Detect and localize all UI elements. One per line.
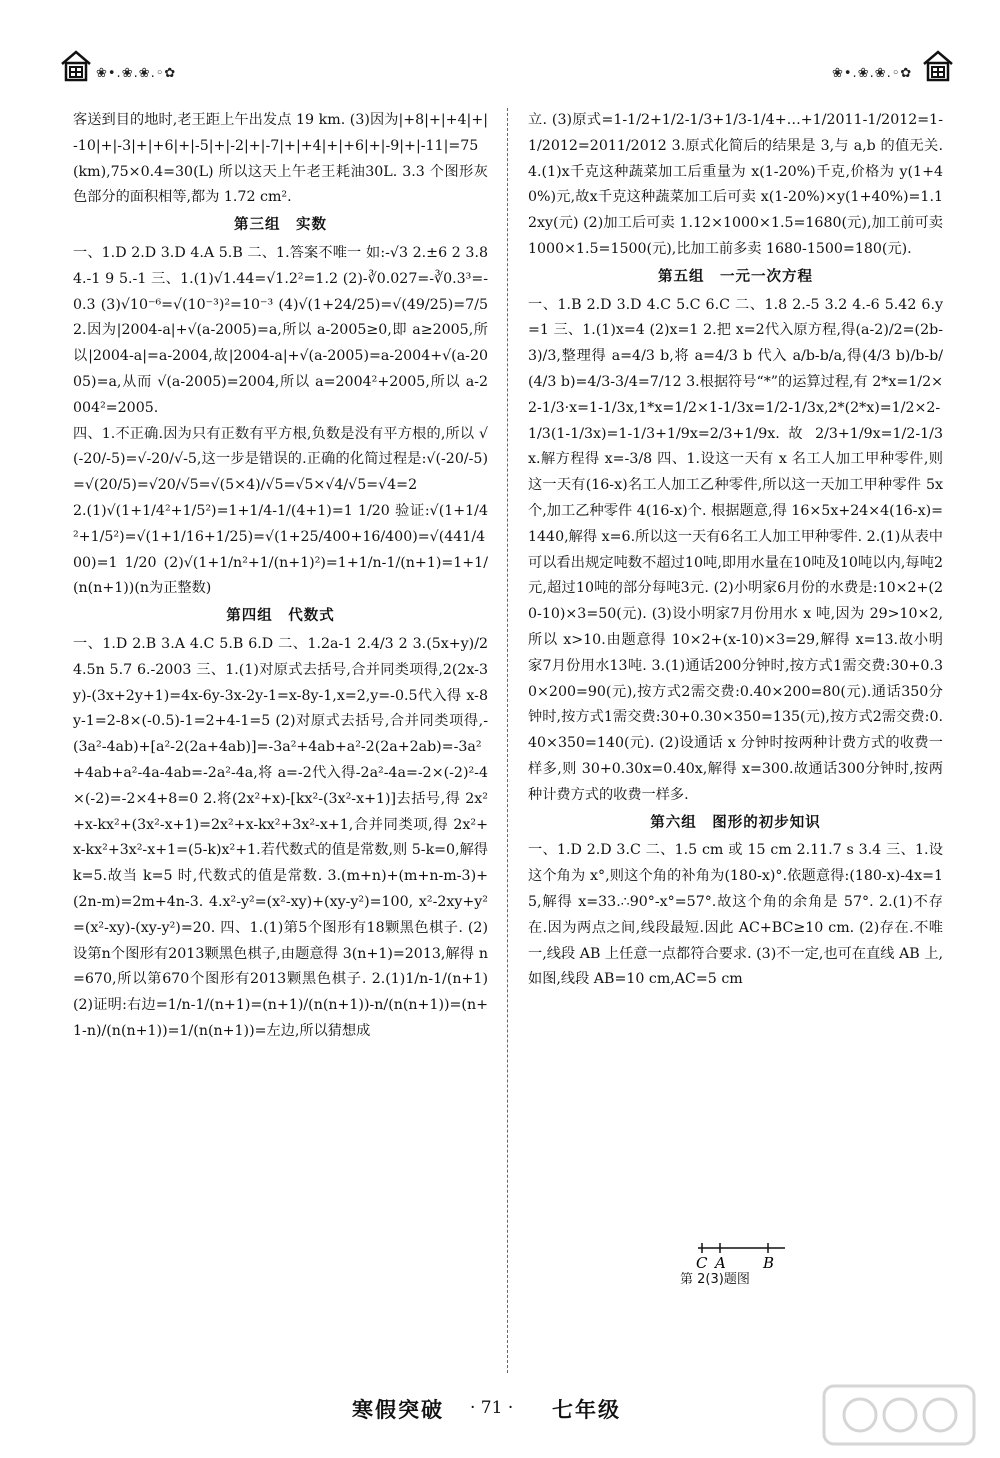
answer-paragraph: 一、1.D 2.D 3.C 二、1.5 cm 或 15 cm 2.11.7 s 3.4 三、1.设这个角为 x°,则这个角的补角为(180-x)°.依题意得:(180-x)-4x=15,解得 x=33.∴90°-x°=57°.故这个角的余角是 57°. 2.(1)不存在.因为两点之间,线段最短.因此 AC+BC≥10 cm. (2)存在.不唯一,线段 AB 上任意一点都符合要求. (3)不一定,也可在直线 AB 上,如图,线段 AB=10 cm,AC=5 cm	[528, 842, 943, 988]
section-heading: 第五组 一元一次方程	[658, 268, 813, 285]
section-heading: 第四组 代数式	[226, 608, 335, 625]
figure-caption: 第 2(3)题图	[680, 1272, 750, 1287]
page-number: · 71 ·	[470, 1398, 514, 1418]
watermark-logo	[820, 1380, 980, 1450]
right-column	[528, 108, 943, 993]
answer-paragraph: 四、1.不正确.因为只有正数有平方根,负数是没有平方根的,所以 √(-20/-5)=√-20/√-5,这一步是错误的.正确的化简过程是:√(-20/-5)=√(20/5)=√20/√5=√(5×4)/√5=√5×√4/√5=√4=2	[73, 425, 488, 494]
header-decoration-left: ❀•.❀.❀.◦✿	[96, 66, 177, 81]
point-b-label: B	[763, 1254, 775, 1272]
answer-paragraph: 客送到目的地时,老王距上午出发点 19 km. (3)因为|+8|+|+4|+|-10|+|-3|+|+6|+|-5|+|-2|+|-7|+|+4|+|+6|+|-9|+|-11|=75(km),75×0.4=30(L) 所以这天上午老王耗油30L. 3.3 个图形灰色部分的面积相等,都为 1.72 cm².	[73, 112, 488, 206]
house-icon	[58, 48, 94, 84]
page-header	[0, 0, 1000, 100]
section-heading: 第六组 图形的初步知识	[650, 814, 821, 831]
book-title: 寒假突破	[352, 1398, 444, 1422]
house-icon	[920, 48, 956, 84]
column-divider	[507, 108, 509, 1373]
answer-paragraph: 一、1.D 2.B 3.A 4.C 5.B 6.D 二、1.2a-1 2.4/3 2 3.(5x+y)/2 4.5n 5.7 6.-2003 三、1.(1)对原式去括号,合并同类项得,2(2x-3y)-(3x+2y+1)=4x-6y-3x-2y-1=x-8y-1,x=2,y=-0.5代入得 x-8y-1=2-8×(-0.5)-1=2+4-1=5 (2)对原式去括号,合并同类项得,-(3a²-4ab)+[a²-2(2a+4ab)]=-3a²+4ab+a²-2(2a+2ab)=-3a²+4ab+a²-4a-4ab=-2a²-4a,将 a=-2代入得-2a²-4a=-2×(-2)²-4×(-2)=-2×4+8=0 2.将(2x²+x)-[kx²-(3x²-x+1)]去括号,得 2x²+x-kx²+(3x²-x+1)=2x²+x-kx²+3x²-x+1,合并同类项,得 2x²+x-kx²+3x²-x+1=(5-k)x²+1.若代数式的值是常数,则 5-k=0,解得 k=5.故当 k=5 时,代数式的值是常数. 3.(m+n)+(m+n-m-3)+(2n-m)=2m+4n-3. 4.x²-y²=(x²-xy)+(xy-y²)=100, x²-2xy+y²=(x²-xy)-(xy-y²)=20. 四、1.(1)第5个图形有18颗黑色棋子. (2)设第n个图形有2013颗黑色棋子,由题意得 3(n+1)=2013,解得 n=670,所以第670个图形有2013颗黑色棋子. 2.(1)1/n-1/(n+1) (2)证明:右边=1/n-1/(n+1)=(n+1)/(n(n+1))-n/(n(n+1))=(n+1-n)/(n(n+1))=1/(n(n+1))=左边,所以猜想成	[73, 635, 488, 1039]
answer-paragraph: 2.(1)√(1+1/4²+1/5²)=1+1/4-1/(4+1)=1 1/20 验证:√(1+1/4²+1/5²)=√(1+1/16+1/25)=√(1+25/400+16/400)=√(441/400)=1 1/20 (2)√(1+1/n²+1/(n+1)²)=1+1/n-1/(n+1)=1+1/(n(n+1))(n为正整数)	[73, 502, 488, 597]
grade-label: 七年级	[552, 1398, 621, 1422]
answer-paragraph: 一、1.B 2.D 3.D 4.C 5.C 6.C 二、1.8 2.-5 3.2 4.-6 5.42 6.y=1 三、1.(1)x=4 (2)x=1 2.把 x=2代入原方程,得(a-2)/2=(2b-3)/3,整理得 a=4/3 b,将 a=4/3 b 代入 a/b-b/a,得(4/3 b)/b-b/(4/3 b)=4/3-3/4=7/12 3.根据符号“*”的运算过程,有 2*x=1/2×2-1/3·x=1-1/3x,1*x=1/2×1-1/3x=1/2-1/3x,2*(2*x)=1/2×2-1/3(1-1/3x)=1-1/3+1/9x=2/3+1/9x. 故 2/3+1/9x=1/2-1/3x.解方程得 x=-3/8 四、1.设这一天有 x 名工人加工甲种零件,则这一天有(16-x)名工人加工乙种零件,所以这一天加工甲种零件 5x 个,加工乙种零件 4(16-x)个. 根据题意,得 16×5x+24×4(16-x)=1440,解得 x=6.所以这一天有6名工人加工甲种零件. 2.(1)从表中可以看出规定吨数不超过10吨,即用水量在10吨及10吨以内,每吨2元,超过10吨的部分每吨3元. (2)小明家6月份的水费是:10×2+(20-10)×3=50(元). (3)设小明家7月份用水 x 吨,因为 29>10×2,所以 x>10.由题意得 10×2+(x-10)×3=29,解得 x=13.故小明家7月份用水13吨. 3.(1)通话200分钟时,按方式1需交费:30+0.30×200=90(元),按方式2需交费:0.40×200=80(元).通话350分钟时,按方式1需交费:30+0.30×350=135(元),按方式2需交费:0.40×350=140(元). (2)设通话 x 分钟时按两种计费方式的收费一样多,则 30+0.30x=0.40x,解得 x=300.故通话300分钟时,按两种计费方式的收费一样多.	[528, 296, 943, 803]
point-a-label: A	[715, 1254, 726, 1272]
header-decoration-right: ❀•.❀.❀.◦✿	[832, 66, 913, 81]
point-c-label: C	[696, 1254, 708, 1272]
left-column	[73, 108, 488, 1045]
answer-paragraph: 立. (3)原式=1-1/2+1/2-1/3+1/3-1/4+…+1/2011-1/2012=1-1/2012=2011/2012 3.原式化简后的结果是 3,与 a,b 的值无关. 4.(1)x千克这种蔬菜加工后重量为 x(1-20%)千克,价格为 y(1+40%)元,故x千克这种蔬菜加工后可卖 x(1-20%)×y(1+40%)=1.12xy(元) (2)加工后可卖 1.12×1000×1.5=1680(元),加工前可卖 1000×1.5=1500(元),比加工前多卖 1680-1500=180(元).	[528, 112, 943, 257]
section-heading: 第三组 实数	[234, 217, 327, 234]
answer-paragraph: 一、1.D 2.D 3.D 4.A 5.B 二、1.答案不唯一 如:-√3 2.±6 2 3.8 4.-1 9 5.-1 三、1.(1)√1.44=√1.2²=1.2 (2)-∛0.027=-∛0.3³=-0.3 (3)√10⁻⁶=√(10⁻³)²=10⁻³ (4)√(1+24/25)=√(49/25)=7/5 2.因为|2004-a|+√(a-2005)=a,所以 a-2005≥0,即 a≥2005,所以|2004-a|=a-2004,故|2004-a|+√(a-2005)=a-2004+√(a-2005)=a,从而 √(a-2005)=2004,所以 a=2004²+2005,所以 a-2004²=2005.	[73, 244, 488, 416]
